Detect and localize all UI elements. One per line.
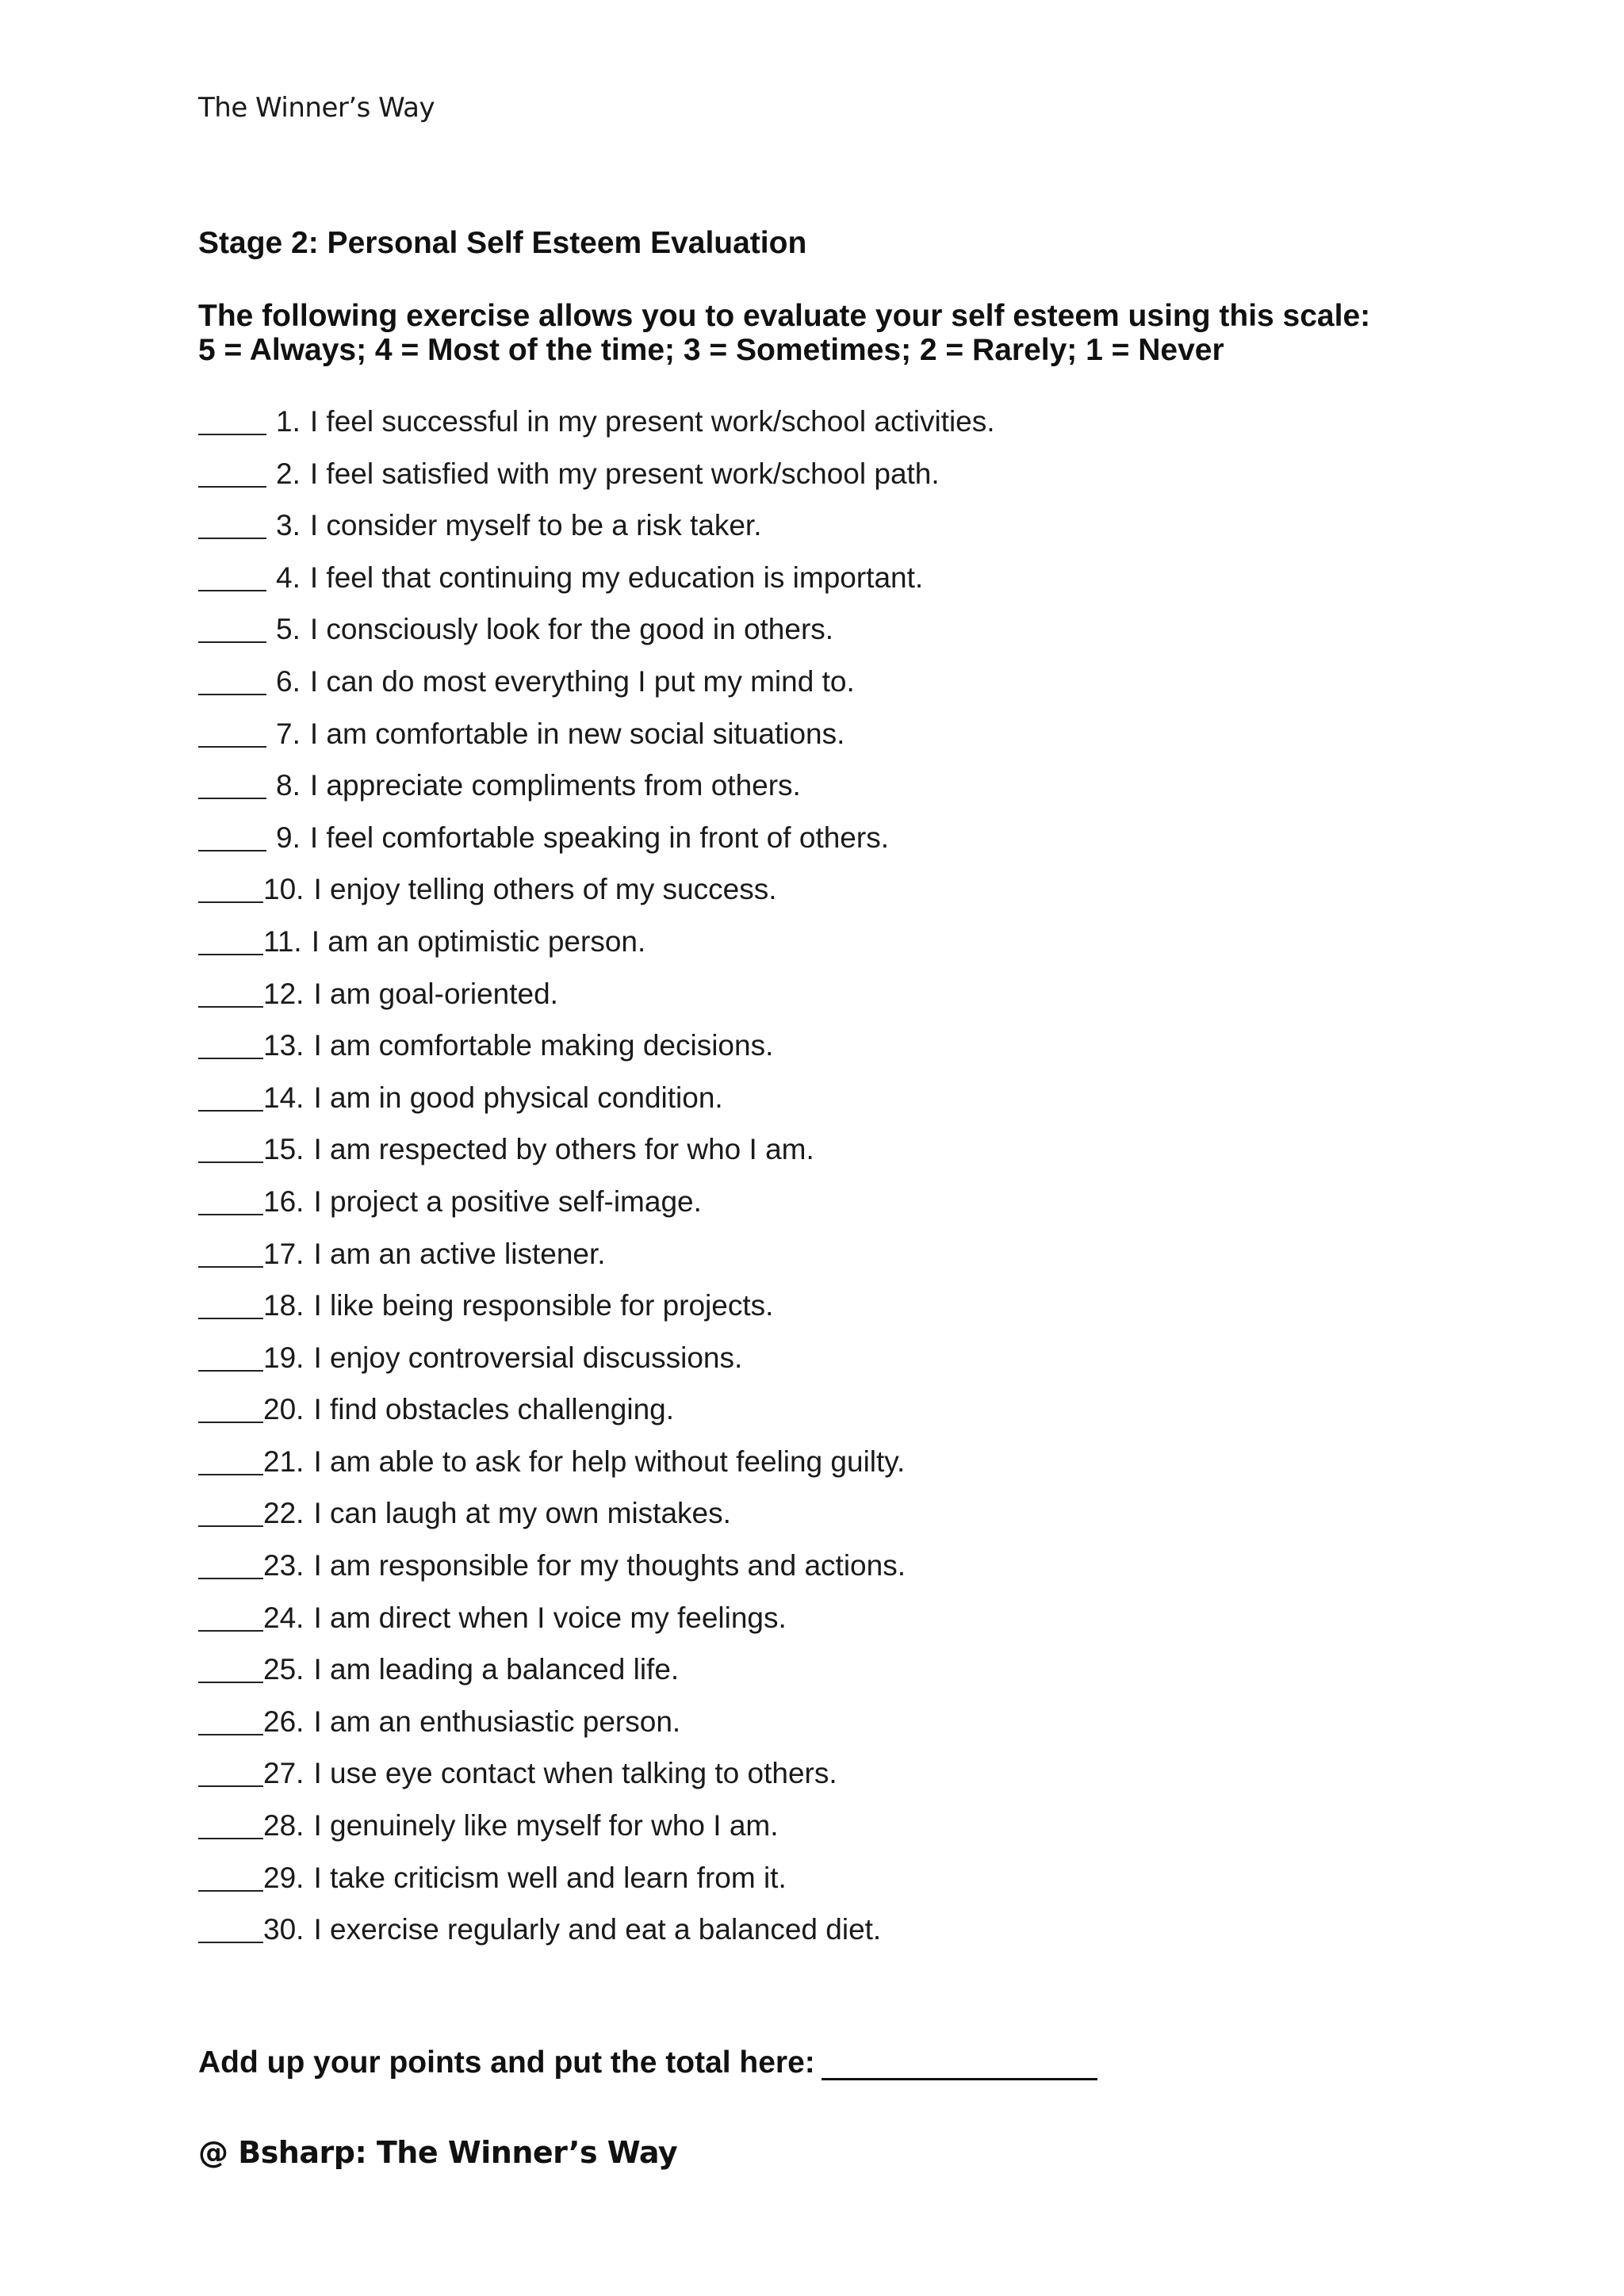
list-item: [198, 1238, 995, 1290]
item-number: 5.: [276, 613, 301, 646]
answer-blank[interactable]: [198, 405, 266, 435]
list-item: [198, 1289, 995, 1341]
answer-blank[interactable]: [198, 925, 263, 955]
list-item: [198, 405, 995, 457]
section-title: Stage 2: Personal Self Esteem Evaluation: [198, 226, 807, 260]
item-statement: I consciously look for the good in others.: [309, 613, 834, 646]
item-number: 17.: [263, 1237, 304, 1270]
answer-blank[interactable]: [198, 1185, 263, 1215]
item-number: 16.: [263, 1184, 304, 1218]
item-number: 20.: [263, 1393, 304, 1426]
item-statement: I like being responsible for projects.: [313, 1289, 774, 1322]
total-label: Add up your points and put the total here:: [198, 2045, 815, 2080]
item-statement: I enjoy telling others of my success.: [313, 873, 777, 906]
answer-blank[interactable]: [198, 769, 266, 799]
answer-blank[interactable]: [198, 1081, 263, 1112]
item-statement: I am able to ask for help without feeling guilty.: [313, 1445, 906, 1478]
answer-blank[interactable]: [198, 718, 266, 748]
list-item: [198, 821, 995, 874]
list-item: [198, 718, 995, 770]
item-statement: I am an enthusiastic person.: [313, 1705, 681, 1738]
item-number: 13.: [263, 1029, 304, 1062]
item-number: 18.: [263, 1289, 304, 1322]
item-number: 27.: [263, 1757, 304, 1790]
answer-blank[interactable]: [198, 1341, 263, 1372]
answer-blank[interactable]: [198, 1549, 263, 1579]
item-statement: I am an optimistic person.: [311, 924, 646, 958]
list-item: [198, 1185, 995, 1238]
item-statement: I exercise regularly and eat a balanced diet.: [313, 1913, 882, 1946]
list-item: [198, 1393, 995, 1445]
total-blank-field[interactable]: [822, 2049, 1097, 2080]
answer-blank[interactable]: [198, 1601, 263, 1632]
item-number: 3.: [276, 509, 301, 542]
answer-blank[interactable]: [198, 873, 263, 903]
list-item: [198, 1809, 995, 1862]
page-header: The Winner’s Way: [198, 92, 435, 124]
item-number: 30.: [263, 1913, 304, 1946]
answer-blank[interactable]: [198, 457, 266, 488]
answer-blank[interactable]: [198, 1653, 263, 1683]
item-number: 19.: [263, 1341, 304, 1374]
item-statement: I feel comfortable speaking in front of others.: [309, 821, 889, 854]
item-number: 7.: [276, 717, 301, 750]
item-statement: I project a positive self-image.: [313, 1184, 702, 1218]
list-item: [198, 1757, 995, 1809]
item-statement: I am in good physical condition.: [313, 1081, 723, 1114]
item-statement: I appreciate compliments from others.: [309, 769, 801, 802]
list-item: [198, 925, 995, 978]
item-number: 9.: [276, 821, 301, 854]
answer-blank[interactable]: [198, 509, 266, 539]
item-statement: I am direct when I voice my feelings.: [313, 1601, 787, 1634]
item-statement: I consider myself to be a risk taker.: [309, 509, 762, 542]
questionnaire-list: [198, 405, 995, 1965]
item-statement: I feel successful in my present work/school activities.: [309, 405, 995, 438]
item-number: 28.: [263, 1809, 304, 1843]
item-number: 4.: [276, 561, 301, 594]
item-number: 25.: [263, 1653, 304, 1686]
list-item: [198, 1445, 995, 1498]
answer-blank[interactable]: [198, 1393, 263, 1423]
item-statement: I feel that continuing my education is important.: [309, 561, 924, 594]
list-item: [198, 1705, 995, 1758]
item-number: 11.: [263, 924, 302, 958]
item-number: 8.: [276, 769, 301, 802]
answer-blank[interactable]: [198, 665, 266, 695]
item-number: 12.: [263, 977, 304, 1010]
list-item: [198, 561, 995, 614]
item-statement: I am comfortable making decisions.: [313, 1029, 774, 1062]
item-number: 26.: [263, 1705, 304, 1738]
item-statement: I genuinely like myself for who I am.: [313, 1809, 779, 1843]
item-number: 14.: [263, 1081, 304, 1114]
item-statement: I am goal-oriented.: [313, 977, 558, 1010]
answer-blank[interactable]: [198, 1238, 263, 1268]
list-item: [198, 665, 995, 718]
list-item: [198, 1653, 995, 1705]
list-item: [198, 1601, 995, 1654]
answer-blank[interactable]: [198, 978, 263, 1008]
item-statement: I am comfortable in new social situations.: [309, 717, 845, 750]
item-number: 15.: [263, 1133, 304, 1166]
answer-blank[interactable]: [198, 613, 266, 643]
list-item: [198, 1341, 995, 1394]
item-statement: I am leading a balanced life.: [313, 1653, 680, 1686]
answer-blank[interactable]: [198, 1913, 263, 1943]
answer-blank[interactable]: [198, 1289, 263, 1319]
page-footer: @ Bsharp: The Winner’s Way: [198, 2135, 678, 2170]
item-number: 29.: [263, 1861, 304, 1894]
answer-blank[interactable]: [198, 1497, 263, 1527]
answer-blank[interactable]: [198, 1862, 263, 1892]
list-item: [198, 1497, 995, 1549]
item-statement: I use eye contact when talking to others.: [313, 1757, 837, 1790]
list-item: [198, 1549, 995, 1601]
list-item: [198, 613, 995, 665]
answer-blank[interactable]: [198, 1445, 263, 1475]
list-item: [198, 1913, 995, 1965]
list-item: [198, 1081, 995, 1134]
list-item: [198, 978, 995, 1030]
item-number: 10.: [263, 873, 304, 906]
item-statement: I can do most everything I put my mind to.: [309, 664, 855, 698]
item-statement: I find obstacles challenging.: [313, 1393, 675, 1426]
item-statement: I am responsible for my thoughts and actions.: [313, 1549, 906, 1582]
answer-blank[interactable]: [198, 821, 266, 851]
item-statement: I am respected by others for who I am.: [313, 1133, 814, 1166]
answer-blank[interactable]: [198, 561, 266, 591]
list-item: [198, 873, 995, 925]
item-number: 6.: [276, 664, 301, 698]
instructions: [198, 299, 1370, 367]
answer-blank[interactable]: [198, 1705, 263, 1735]
item-number: 24.: [263, 1601, 304, 1634]
item-number: 2.: [276, 457, 301, 490]
item-number: 23.: [263, 1549, 304, 1582]
item-statement: I can laugh at my own mistakes.: [313, 1497, 731, 1530]
list-item: [198, 509, 995, 561]
answer-blank[interactable]: [198, 1757, 263, 1787]
instructions-line: The following exercise allows you to evaluate your self esteem using this scale:: [198, 299, 1371, 333]
list-item: [198, 1862, 995, 1914]
item-number: 21.: [263, 1445, 304, 1478]
list-item: [198, 1029, 995, 1081]
rating-scale: 5 = Always; 4 = Most of the time; 3 = Sometimes; 2 = Rarely; 1 = Never: [198, 333, 1224, 367]
item-statement: I am an active listener.: [313, 1237, 606, 1270]
total-row: [198, 2045, 1097, 2080]
answer-blank[interactable]: [198, 1809, 263, 1839]
list-item: [198, 769, 995, 821]
item-statement: I feel satisfied with my present work/school path.: [309, 457, 940, 490]
item-number: 1.: [276, 405, 301, 438]
answer-blank[interactable]: [198, 1133, 263, 1163]
list-item: [198, 457, 995, 510]
answer-blank[interactable]: [198, 1029, 263, 1059]
item-statement: I enjoy controversial discussions.: [313, 1341, 743, 1374]
item-statement: I take criticism well and learn from it.: [313, 1861, 787, 1894]
list-item: [198, 1133, 995, 1185]
item-number: 22.: [263, 1497, 304, 1530]
